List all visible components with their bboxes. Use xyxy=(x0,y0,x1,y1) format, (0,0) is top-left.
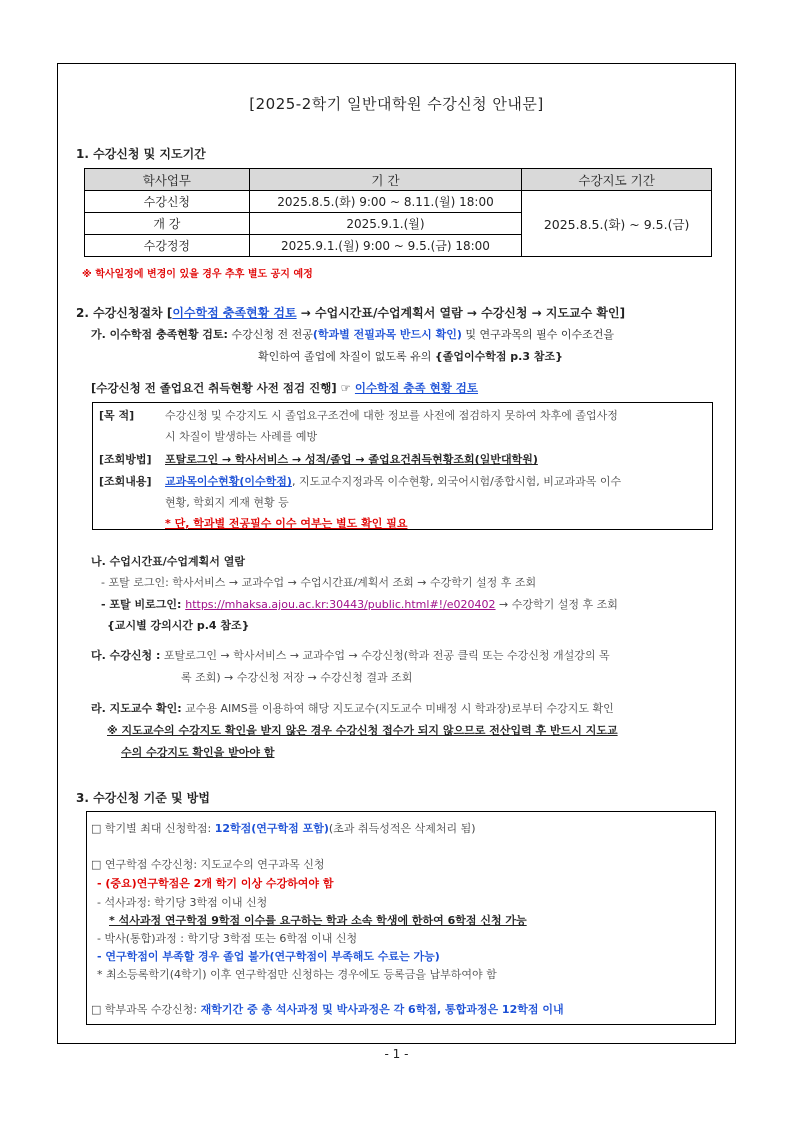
criteria-research-doctor: - 박사(통합)과정 : 학기당 3학점 또는 6학점 이내 신청 xyxy=(97,932,358,945)
table-header: 수강지도 기간 xyxy=(522,169,712,191)
step-ra-note1: ※ 지도교수의 수강지도 확인을 받지 않은 경우 수강신청 접수가 되지 않으므로 전산입력 후 반드시 지도교 xyxy=(107,724,618,737)
text: - 포탈 비로그인: xyxy=(101,598,186,611)
step-ra-line1 xyxy=(91,700,614,716)
page-number: - 1 - xyxy=(384,1047,409,1061)
table-cell: 수강정정 xyxy=(85,235,250,257)
schedule-table xyxy=(84,168,712,257)
heading-text: 2. 수강신청절차 [ xyxy=(76,306,173,320)
step-ga-line1 xyxy=(91,326,614,342)
text-emphasis: {졸업이수학점 p.3 참조} xyxy=(434,350,563,363)
text: 교수용 AIMS를 이용하여 해당 지도교수(지도교수 미배정 시 학과장)로부터 수강지도 확인 xyxy=(181,702,614,715)
criteria-undergrad xyxy=(91,1001,564,1017)
text-emphasis: 12학점(연구학점 포함) xyxy=(214,822,329,835)
step-da-label: 다. 수강신청 : xyxy=(91,649,161,662)
section-1-heading: 1. 수강신청 및 지도기간 xyxy=(76,147,206,161)
box-content-note: * 단, 학과별 전공필수 이수 여부는 별도 확인 필요 xyxy=(165,517,408,530)
step-da-line2: 록 조회) → 수강신청 저장 → 수강신청 결과 조회 xyxy=(181,671,413,684)
box-label-method: [조회방법] xyxy=(99,453,152,466)
text: 및 연구과목의 필수 이수조건을 xyxy=(461,328,615,341)
box-method-text: 포탈로그인 → 학사서비스 → 성적/졸업 → 졸업요건취득현황조회(일반대학원) xyxy=(165,453,538,466)
criteria-max-credits xyxy=(91,820,476,836)
text: □ 학기별 최대 신청학점: xyxy=(91,822,215,835)
step-ra-note2: 수의 수강지도 확인을 받아야 함 xyxy=(121,746,275,759)
box-label-purpose: [목 적] xyxy=(99,409,135,422)
step-na-line1: - 포탈 로그인: 학사서비스 → 교과수업 → 수업시간표/계획서 조회 → 수강학기 설정 후 조회 xyxy=(101,576,537,589)
credit-check-link[interactable]: 이수학점 충족현황 검토 xyxy=(172,306,297,320)
table-header-row xyxy=(85,169,712,191)
text: 수강신청 전 전공 xyxy=(227,328,313,341)
box-purpose-text: 수강신청 및 수강지도 시 졸업요구조건에 대한 정보를 사전에 점검하지 못하여 차후에 졸업사정 xyxy=(165,409,618,422)
table-cell: 2025.8.5.(화) 9:00 ~ 8.11.(월) 18:00 xyxy=(249,191,522,213)
criteria-research-master-note: * 석사과정 연구학점 9학점 이수를 요구하는 학과 소속 학생에 한하여 6학점 신청 가능 xyxy=(109,914,527,927)
step-na-label: 나. 수업시간표/수업계획서 열람 xyxy=(91,555,245,568)
heading-text: → 수업시간표/수업계획서 열람 → 수강신청 → 지도교수 확인] xyxy=(296,306,626,320)
box-purpose-text: 시 차질이 발생하는 사례를 예방 xyxy=(165,430,318,443)
step-da-line1 xyxy=(91,647,610,663)
criteria-research: □ 연구학점 수강신청: 지도교수의 연구과목 신청 xyxy=(91,858,325,871)
text: 포탈로그인 → 학사서비스 → 교과수업 → 수강신청(학과 전공 클릭 또는 수강신청 개설강의 목 xyxy=(160,649,610,662)
step-ga-line2 xyxy=(258,348,563,364)
text: (초과 취득성적은 삭제처리 됨) xyxy=(328,822,476,835)
text-emphasis: 재학기간 중 총 석사과정 및 박사과정은 각 6학점, 통합과정은 12학점 이내 xyxy=(200,1003,564,1016)
criteria-research-tuition: * 최소등록학기(4학기) 이후 연구학점만 신청하는 경우에도 등록금을 납부하여야 함 xyxy=(97,968,497,981)
section-3-heading: 3. 수강신청 기준 및 방법 xyxy=(76,791,210,805)
document-title: [2025-2학기 일반대학원 수강신청 안내문] xyxy=(249,95,544,113)
guidance-period-cell: 2025.8.5.(화) ~ 9.5.(금) xyxy=(522,191,712,257)
step-na-line3: {교시별 강의시간 p.4 참조} xyxy=(107,619,250,632)
table-cell: 개 강 xyxy=(85,213,250,235)
timetable-url-link[interactable]: https://mhaksa.ajou.ac.kr:30443/public.html#!/e020402 xyxy=(185,598,496,611)
box-label-content: [조회내용] xyxy=(99,475,152,488)
step-ga-label: 가. 이수학점 충족현황 검토: xyxy=(91,328,228,341)
credit-status-link[interactable]: 이수학점 충족 현황 검토 xyxy=(354,381,479,395)
criteria-research-shortage: - 연구학점이 부족할 경우 졸업 불가(연구학점이 부족해도 수료는 가능) xyxy=(97,950,440,963)
table-cell: 2025.9.1.(월) xyxy=(249,213,522,235)
table-header: 기 간 xyxy=(249,169,522,191)
text: 확인하여 졸업에 차질이 없도록 유의 xyxy=(258,350,435,363)
precheck-line xyxy=(91,380,478,396)
criteria-research-important: - (중요)연구학점은 2개 학기 이상 수강하여야 함 xyxy=(97,877,334,890)
table-cell: 2025.9.1.(월) 9:00 ~ 9.5.(금) 18:00 xyxy=(249,235,522,257)
step-na-line2 xyxy=(101,596,618,612)
box-content-line1 xyxy=(165,473,621,489)
table-cell: 수강신청 xyxy=(85,191,250,213)
text: → 수강학기 설정 후 조회 xyxy=(495,598,618,611)
section-2-heading xyxy=(76,304,625,321)
box-content-line2: 현황, 학회지 게재 현황 등 xyxy=(165,496,289,509)
table-header: 학사업무 xyxy=(85,169,250,191)
text-emphasis: (학과별 전필과목 반드시 확인) xyxy=(312,328,462,341)
criteria-research-master: - 석사과정: 학기당 3학점 이내 신청 xyxy=(97,896,268,909)
schedule-note: ※ 학사일정에 변경이 있을 경우 추후 별도 공지 예정 xyxy=(82,269,313,280)
text: , 지도교수지정과목 이수현황, 외국어시험/종합시험, 비교과과목 이수 xyxy=(291,475,622,488)
text: [수강신청 전 졸업요건 취득현황 사전 점검 진행] ☞ xyxy=(91,381,355,395)
table-row xyxy=(85,191,712,213)
step-ra-label: 라. 지도교수 확인: xyxy=(91,702,182,715)
text: □ 학부과목 수강신청: xyxy=(91,1003,201,1016)
course-credit-status: 교과목이수현황(이수학점) xyxy=(165,475,292,488)
